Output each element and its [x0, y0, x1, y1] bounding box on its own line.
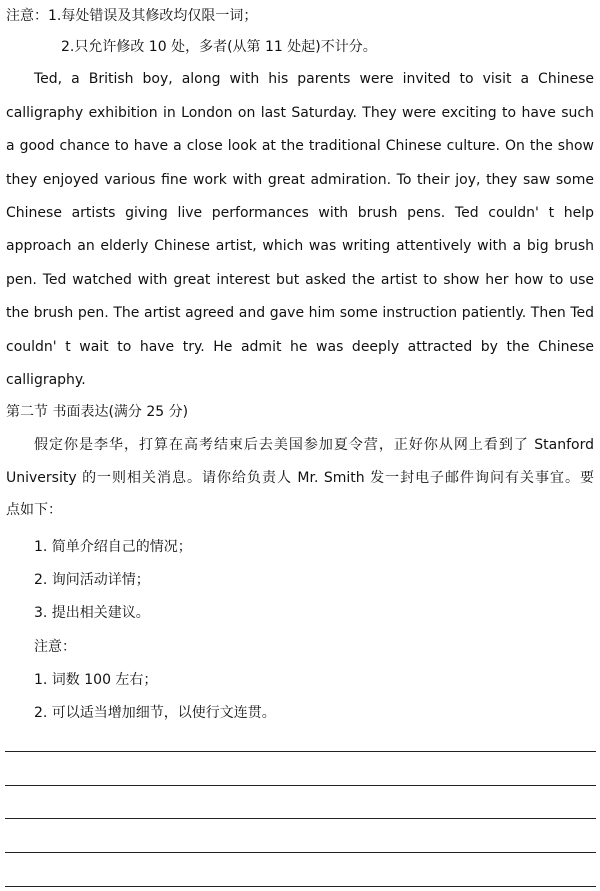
section-heading: 第二节 书面表达(满分 25 分)	[6, 404, 189, 420]
note-item: 1. 词数 100 左右；	[34, 672, 158, 688]
requirement-point: 1. 简单介绍自己的情况；	[34, 539, 192, 555]
passage-line: a good chance to have a close look at the traditional Chinese culture. On the show	[6, 138, 594, 154]
instruction-note-1: 注意：1.每处错误及其修改均仅限一词；	[6, 8, 258, 24]
answer-line	[5, 852, 596, 853]
requirement-point: 2. 询问活动详情；	[34, 572, 150, 588]
answer-line	[5, 818, 596, 819]
answer-line	[5, 751, 596, 752]
prompt-line: 点如下：	[6, 502, 62, 518]
passage-line: couldn' t wait to have try. He admit he was deeply attracted by the Chinese	[6, 339, 594, 355]
passage-line: the brush pen. The artist agreed and gave him some instruction patiently. Then Ted	[6, 305, 594, 321]
requirement-point: 3. 提出相关建议。	[34, 605, 150, 621]
prompt-line: University 的一则相关消息。请你给负责人 Mr. Smith 发一封电子邮件询问有关事宜。要	[6, 470, 594, 486]
note-item: 2. 可以适当增加细节，以使行文连贯。	[34, 705, 276, 721]
passage-line: they enjoyed various fine work with great admiration. To their joy, they saw some	[6, 172, 594, 188]
answer-line	[5, 785, 596, 786]
passage-line: calligraphy.	[6, 372, 86, 388]
answer-line	[5, 886, 596, 887]
note-label: 注意：	[34, 639, 76, 655]
passage-line: approach an elderly Chinese artist, which was writing attentively with a big brush	[6, 238, 594, 254]
passage-line: Chinese artists giving live performances with brush pens. Ted couldn' t help	[6, 205, 594, 221]
passage-line: calligraphy exhibition in London on last Saturday. They were exciting to have such	[6, 105, 594, 121]
passage-line: pen. Ted watched with great interest but asked the artist to show her how to use	[6, 272, 594, 288]
instruction-note-2: 2.只允许修改 10 处，多者(从第 11 处起)不计分。	[61, 39, 377, 55]
passage-line: Ted, a British boy, along with his parents were invited to visit a Chinese	[34, 71, 594, 87]
prompt-line: 假定你是李华，打算在高考结束后去美国参加夏令营，正好你从网上看到了 Stanford	[34, 437, 594, 453]
